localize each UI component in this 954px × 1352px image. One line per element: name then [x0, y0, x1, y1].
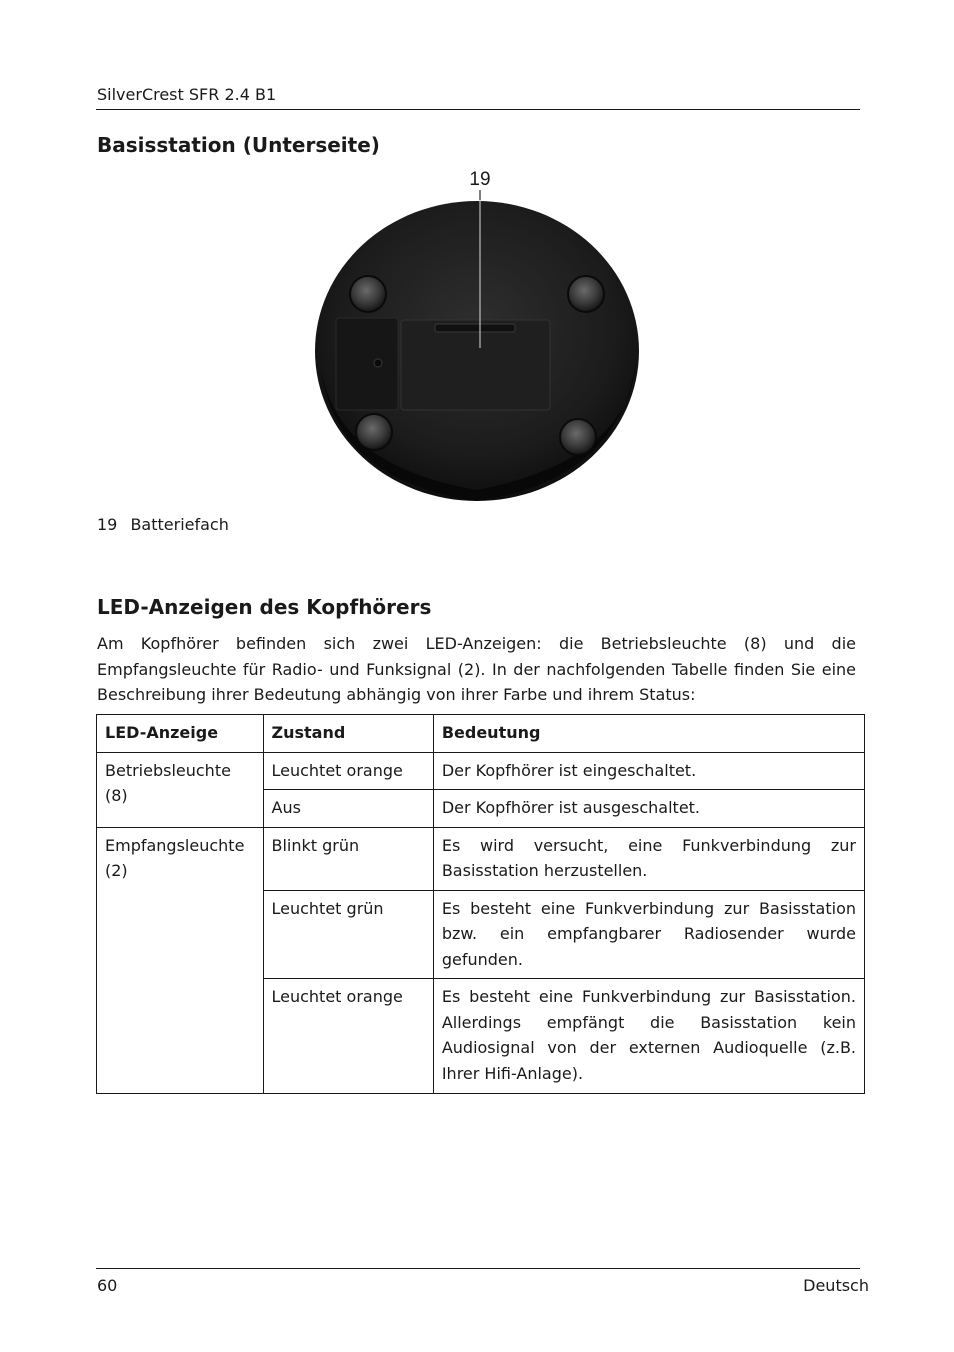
column-header-meaning: Bedeutung: [433, 715, 864, 753]
rubber-foot: [350, 276, 386, 312]
meaning-cell: Es wird versucht, eine Funkverbindung zur Basisstation herzustellen.: [433, 827, 864, 890]
column-header-state: Zustand: [263, 715, 433, 753]
caption-number: 19: [97, 515, 118, 534]
meaning-cell: Der Kopfhörer ist ausgeschaltet.: [433, 790, 864, 828]
page-language: Deutsch: [803, 1276, 869, 1295]
side-cover: [336, 318, 398, 410]
state-cell: Leuchtet orange: [263, 979, 433, 1094]
callout-number: 19: [469, 169, 491, 190]
page-number: 60: [97, 1276, 118, 1295]
header-product-name: SilverCrest SFR 2.4 B1: [97, 85, 277, 104]
table-row: [97, 827, 865, 890]
battery-compartment: [401, 320, 550, 410]
table-row: [97, 752, 865, 790]
header-divider: [96, 109, 860, 110]
rubber-foot: [356, 414, 392, 450]
rubber-foot: [568, 276, 604, 312]
led-name-cell: Empfangsleuchte (2): [97, 827, 264, 1094]
section-title-base-station: Basisstation (Unterseite): [97, 133, 380, 157]
state-cell: Leuchtet orange: [263, 752, 433, 790]
battery-latch: [435, 324, 515, 332]
led-table: [96, 714, 865, 1094]
figure-caption: [97, 515, 229, 534]
base-station-bottom-figure: [300, 160, 660, 510]
meaning-cell: Der Kopfhörer ist eingeschaltet.: [433, 752, 864, 790]
column-header-led: LED-Anzeige: [97, 715, 264, 753]
caption-text: Batteriefach: [130, 515, 229, 534]
state-cell: Aus: [263, 790, 433, 828]
section-title-led: LED-Anzeigen des Kopfhörers: [97, 595, 432, 619]
footer-divider: [96, 1268, 860, 1269]
intro-paragraph: Am Kopfhörer befinden sich zwei LED-Anzeigen: die Betriebsleuchte (8) und die Empfangsleuchte für Radio- und Funksignal (2). In der nachfolgenden Tabelle finden Sie eine Beschreibung ihrer Bedeutung abhängig von ihrer Farbe und ihrem Status:: [97, 634, 856, 704]
screw-hole: [374, 359, 382, 367]
state-cell: Leuchtet grün: [263, 890, 433, 979]
led-name-cell: Betriebsleuchte (8): [97, 752, 264, 827]
state-cell: Blinkt grün: [263, 827, 433, 890]
rubber-foot: [560, 419, 596, 455]
table-header-row: [97, 715, 865, 753]
meaning-cell: Es besteht eine Funkverbindung zur Basisstation. Allerdings empfängt die Basisstation kein Audiosignal von der externen Audioquelle (z.B. Ihrer Hifi-Anlage).: [433, 979, 864, 1094]
meaning-cell: Es besteht eine Funkverbindung zur Basisstation bzw. ein empfangbarer Radiosender wurde gefunden.: [433, 890, 864, 979]
